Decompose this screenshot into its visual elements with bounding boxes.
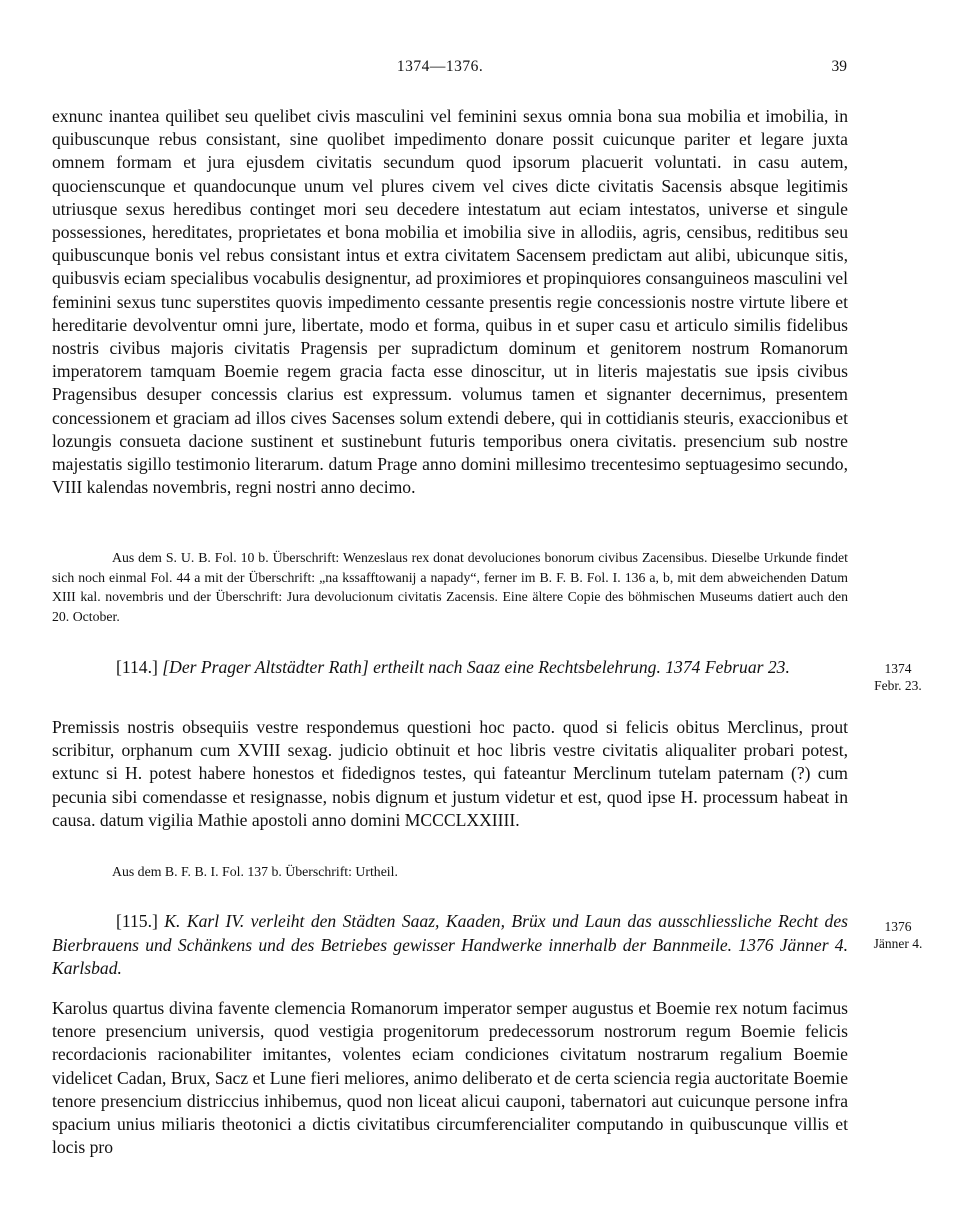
doc114-margin-year: 1374	[884, 661, 912, 676]
doc115-margin-date	[858, 918, 938, 952]
doc113-note-text: Aus dem S. U. B. Fol. 10 b. Überschrift: Wenzeslaus rex donat devoluciones bonorum civibus Zacensibus. Dieselbe Urkunde findet sich noch einmal Fol. 44 a mit der Überschrift: „na kssafftowanij a napady“, ferner im B. F. B. Fol. I. 136 a, b, mit dem abweichenden Datum XIII kal. novembris und der Überschrift: Jura devolucionum civitatis Zacensis. Eine ältere Copie des böhmischen Museums datiert auch den 20. October.	[52, 550, 848, 624]
doc114-note-text: Aus dem B. F. B. I. Fol. 137 b. Überschrift: Urtheil.	[112, 864, 398, 879]
doc115-margin-year: 1376	[884, 919, 912, 934]
running-head	[0, 58, 960, 78]
doc113-text: exnunc inantea quilibet seu quelibet civis masculini vel feminini sexus omnia bona sua mobilia et imobilia, in quibuscunque rebus consistant, sine quolibet impedimento donare possit cuicunque pariter et legare juxta omnem formam et jura ejusdem civitatis secundum quod ipsorum placuerit voluntati. in casu autem, quocienscunque et quandocunque unum vel plures civem vel cives dicte civitatis Sacensis absque legitimis utriusque sexus heredibus continget mori seu decedere intestatum aut eciam intestatos, universe et singule possessiones, hereditates, proprietates et bona mobilia et imobilia sive in allodiis, agris, censibus, reditibus seu quibuscunque bonis vel rebus consistant intus et extra civitatem Sacensem predictam aut alibi, ubicunque sitis, quibusvis eciam specialibus vocabulis designentur, ad proximiores et propinquiores consanguineos masculini vel feminini sexus tunc superstites quovis impedimento cessante presentis regie concessionis nostre virtute libere et hereditarie devolventur omni jure, libertate, modo et forma, quibus in et super casu et articulo similis fidelibus nostris civibus majoris civitatis Pragensis per supradictum dominum et genitorem nostrum Romanorum imperatorem tamquam Boemie regem gracia facta esse dinoscitur, ut in literis majestatis sue ipsis civibus Pragensibus desuper concessis clarius est expressum. volumus tamen et signanter decernimus, presentem concessionem et graciam ad illos cives Sacenses solum extendi debere, qui in cottidianis steuris, exaccionibus et lozungis consueta dacione sustinent et sustinebunt futuris temporibus onera civitatis. presencium sub nostre majestatis sigillo testimonio literarum. datum Prage anno domini millesimo trecentesimo septuagesimo secundo, VIII kalendas novembris, regni nostri anno decimo.	[52, 106, 848, 498]
doc114-source-note	[52, 862, 848, 882]
doc115-title: K. Karl IV. verleiht den Städten Saaz, Kaaden, Brüx und Laun das ausschliessliche Recht des Bierbrauens und Schänkens und des Betriebes gewisser Handwerke innerhalb der Bannmeile. 1376 Jänner 4. Karlsbad.	[52, 911, 848, 978]
doc113-source-note	[52, 548, 848, 626]
doc113-body	[52, 105, 848, 499]
doc114-body	[52, 716, 848, 832]
doc115-heading	[52, 910, 848, 981]
page-number: 39	[831, 58, 847, 75]
doc114-title: [Der Prager Altstädter Rath] ertheilt nach Saaz eine Rechtsbelehrung. 1374 Februar 23.	[162, 657, 790, 677]
doc114-heading	[52, 656, 848, 680]
running-head-title: 1374—1376.	[396, 58, 484, 75]
doc115-number: [115.]	[116, 911, 158, 931]
doc114-number: [114.]	[116, 657, 158, 677]
doc115-body	[52, 997, 848, 1159]
doc114-margin-day: Febr. 23.	[874, 678, 922, 693]
doc115-margin-day: Jänner 4.	[873, 936, 923, 951]
doc114-margin-date	[858, 660, 938, 694]
doc115-text: Karolus quartus divina favente clemencia Romanorum imperator semper augustus et Boemie rex notum facimus tenore presencium universis, quod vestigia progenitorum predecessorum nostrorum regum Boemie felicis recordacionis racionabiliter imitantes, volentes eciam condiciones civitatum nostrarum regalium Boemie videlicet Cadan, Brux, Sacz et Lune fieri meliores, animo deliberato et de certa sciencia regia auctoritate Boemie tenore presencium districcius inhibemus, quod non liceat alicui cauponi, tabernatori aut cuicunque persone infra spacium unius miliaris theotonici a dictis civitatibus circumferencialiter computando in quibuscunque villis et locis pro	[52, 998, 848, 1158]
doc114-text: Premissis nostris obsequiis vestre respondemus questioni hoc pacto. quod si felicis obitus Merclinus, prout scribitur, orphanum cum XVIII sexag. judicio obtinuit et hoc libris vestre civitatis aliqualiter probari potest, extunc si H. potest habere honestos et fidedignos testes, qui fateantur Merclinum tutelam paternam (?) cum pecunia sibi comendasse et resignasse, nobis dignum et justum videtur et est, quod ipse H. processum habeat in causa. datum vigilia Mathie apostoli anno domini MCCCLXXIIII.	[52, 717, 848, 830]
